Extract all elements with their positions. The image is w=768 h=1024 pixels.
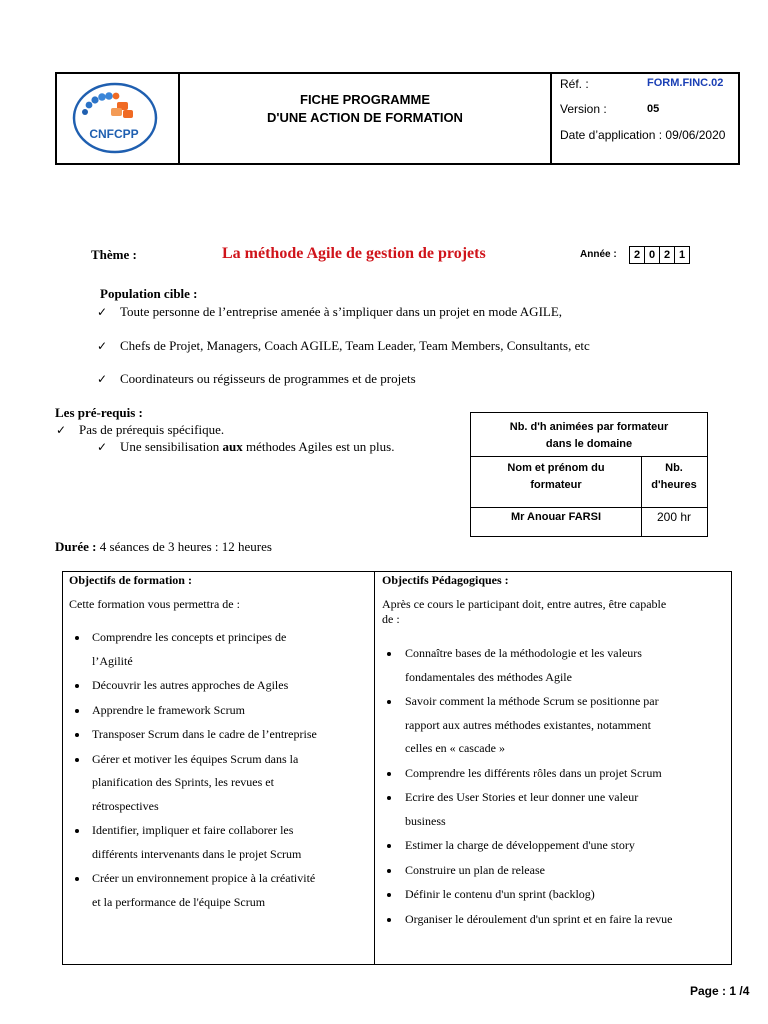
objective-item: Apprendre le framework Scrum	[92, 702, 245, 717]
left-column-title: Objectifs de formation :	[69, 573, 192, 587]
bullet-icon	[387, 796, 391, 800]
logo-text: CNFCPP	[89, 127, 139, 141]
bullet-icon	[387, 700, 391, 704]
check-icon: ✓	[56, 423, 67, 437]
right-intro: Après ce cours le participant doit, entre autres, être capable de :	[382, 597, 667, 626]
bullet-icon	[387, 893, 391, 897]
bullet-icon	[75, 684, 79, 688]
check-icon: ✓	[97, 305, 108, 319]
right-column-title: Objectifs Pédagogiques :	[382, 573, 509, 587]
trainer-table-header: Nb. d'h animées par formateur dans le domaine	[509, 421, 669, 450]
prerequis-item: Pas de prérequis spécifique.	[79, 422, 225, 437]
bullet-icon	[387, 652, 391, 656]
date-label: Date d’application : 09/06/2020	[560, 128, 726, 142]
duree: Durée : 4 séances de 3 heures : 12 heures	[55, 539, 272, 554]
trainer-hours: 200 hr	[656, 510, 692, 524]
objective-item: Ecrire des User Stories et leur donner une valeur business	[405, 790, 639, 828]
bullet-icon	[387, 772, 391, 776]
objective-item: Identifier, impliquer et faire collaborer les différents intervenants dans le projet Scrum	[92, 823, 302, 861]
objective-item: Connaître bases de la méthodologie et les valeurs fondamentales des méthodes Agile	[405, 646, 642, 684]
theme-title: La méthode Agile de gestion de projets	[222, 245, 486, 262]
objective-item: Organiser le déroulement d'un sprint et en faire la revue	[405, 911, 673, 926]
bullet-icon	[75, 758, 79, 762]
objective-item: Estimer la charge de développement d'une story	[405, 838, 635, 852]
year-digit: 2	[659, 246, 675, 264]
year-digit: 0	[644, 246, 660, 264]
title-line-1: FICHE PROGRAMME	[300, 92, 430, 107]
population-item: Chefs de Projet, Managers, Coach AGILE, Team Leader, Team Members, Consultants, etc	[120, 338, 590, 353]
objectives-table	[62, 571, 732, 965]
page-number: Page : 1 /4	[690, 984, 750, 998]
version-value: 05	[647, 103, 660, 115]
year-box	[630, 246, 690, 264]
document-header	[55, 72, 740, 165]
objective-item: Créer un environnement propice à la créativité et la performance de l'équipe Scrum	[92, 871, 316, 909]
theme-label: Thème :	[91, 247, 137, 262]
trainer-name: Mr Anouar FARSI	[510, 511, 602, 523]
title-line-2: D'UNE ACTION DE FORMATION	[267, 110, 463, 125]
population-label: Population cible :	[100, 286, 198, 301]
annee-label: Année :	[580, 249, 617, 260]
objective-item: Comprendre les différents rôles dans un projet Scrum	[405, 765, 662, 780]
objective-item: Transposer Scrum dans le cadre de l’entreprise	[92, 727, 317, 741]
bullet-icon	[75, 829, 79, 833]
objective-item: Découvrir les autres approches de Agiles	[92, 678, 289, 692]
check-icon: ✓	[97, 372, 108, 386]
objective-item: Comprendre les concepts et principes de l’Agilité	[92, 630, 287, 668]
trainer-table	[470, 412, 708, 537]
check-icon: ✓	[97, 339, 108, 353]
prerequis-label: Les pré-requis :	[55, 405, 143, 420]
col-header-name: Nom et prénom du formateur	[507, 462, 605, 491]
population-item: Coordinateurs ou régisseurs de programmes et de projets	[120, 371, 416, 386]
cnfcpp-logo	[71, 81, 161, 155]
year-digit: 1	[674, 246, 690, 264]
bullet-icon	[75, 709, 79, 713]
prerequis-item-2: Une sensibilisation aux méthodes Agiles est un plus.	[120, 439, 395, 454]
year-digit: 2	[629, 246, 645, 264]
objective-item: Gérer et motiver les équipes Scrum dans la planification des Sprints, les revues et rétrospectives	[92, 751, 299, 813]
objective-item: Savoir comment la méthode Scrum se positionne par rapport aux autres méthodes existantes, notamment celles en « cascade »	[405, 694, 659, 755]
col-header-hours: Nb. d'heures	[651, 462, 697, 491]
version-label: Version :	[560, 102, 607, 116]
title-cell	[180, 74, 552, 163]
bullet-icon	[387, 869, 391, 873]
bullet-icon	[75, 877, 79, 881]
objective-item: Définir le contenu d'un sprint (backlog)	[405, 887, 595, 901]
population-item: Toute personne de l’entreprise amenée à s’impliquer dans un projet en mode AGILE,	[120, 304, 563, 319]
reference-cell	[552, 74, 738, 163]
ref-label: Réf. :	[560, 77, 589, 91]
check-icon: ✓	[97, 440, 108, 454]
bullet-icon	[387, 918, 391, 922]
left-intro: Cette formation vous permettra de :	[69, 597, 240, 611]
bullet-icon	[75, 733, 79, 737]
ref-value: FORM.FINC.02	[647, 77, 724, 89]
bullet-icon	[387, 844, 391, 848]
bullet-icon	[75, 636, 79, 640]
objective-item: Construire un plan de release	[405, 862, 545, 877]
logo-cell	[57, 74, 180, 163]
